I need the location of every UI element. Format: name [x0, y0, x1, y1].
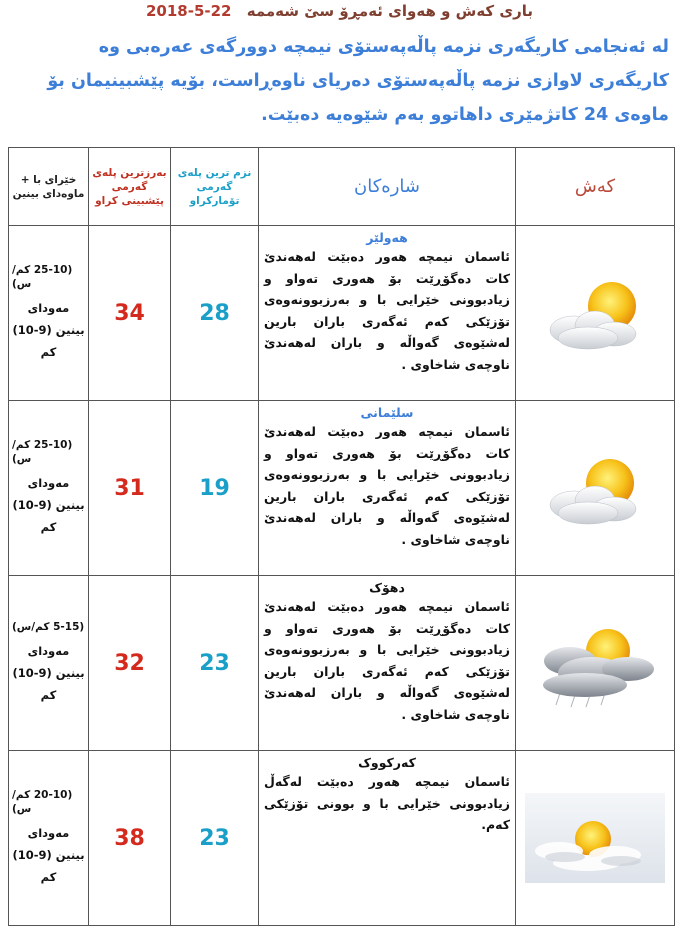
wind-speed: (5-15 کم/س)	[12, 621, 85, 633]
table-row	[9, 576, 675, 751]
wind-speed: (25-10 کم/س)	[12, 264, 73, 290]
sky-cell	[516, 401, 675, 576]
sky-cell	[516, 226, 675, 401]
min-temp: 19	[171, 401, 259, 576]
visibility: مەودای بینین (9-10) کم	[12, 301, 85, 359]
visibility: مەودای بینین (9-10) کم	[12, 476, 85, 534]
sun-behind-clouds-icon	[525, 793, 665, 883]
forecast-text: ئاسمان نیمچە هەور دەبێت لەهەندێ کات دەگۆڕێت بۆ هەوری تەواو و زیادبوونی خێرایی با و بەرزبوونەوەی تۆزێکی کەم ئەگەری باران بارین لەشێوەی گەواڵە و باران لەهەندێ ناوچەی شاخاوی .	[264, 249, 510, 372]
table-header-row	[9, 148, 675, 226]
col-header-sky: کەش	[516, 148, 675, 226]
intro-paragraph: لە ئەنجامی کاریگەری نزمە پاڵەپەستۆی نیمچە دوورگەی عەرەبی وە کاریگەری لاوازی نزمە پاڵەپەستۆی دەریای ناوەڕاست، بۆیە پێشبینیمان بۆ ماوەی 24 کاتژمێری داهاتوو بەم شێوەیە دەبێت.	[47, 37, 669, 125]
forecast-text: ئاسمان نیمچە هەور دەبێت لەهەندێ کات دەگۆڕێت بۆ هەوری تەواو و زیادبوونی خێرایی با و بەرزبوونەوەی تۆزێکی کەم ئەگەری باران بارین لەشێوەی گەواڵە و باران لەهەندێ ناوچەی شاخاوی .	[264, 424, 510, 547]
col-header-wind: خێرای با + ماوەدای بینین	[9, 148, 89, 226]
col-header-min-temp: نزم ترین پلەی گەرمی تۆمارکراو	[171, 148, 259, 226]
wind-cell	[9, 401, 89, 576]
wind-speed: (20-10 کم/س)	[12, 789, 73, 815]
min-temp: 28	[171, 226, 259, 401]
forecast-text: ئاسمان نیمچە هەور دەبێت لەهەندێ کات دەگۆڕێت بۆ هەوری تەواو و زیادبوونی خێرایی با و بەرزبوونەوەی تۆزێکی کەم ئەگەری باران بارین لەشێوەی گەواڵە و باران لەهەندێ ناوچەی شاخاوی .	[264, 599, 510, 722]
max-temp: 38	[89, 751, 171, 926]
wind-cell	[9, 226, 89, 401]
min-temp: 23	[171, 576, 259, 751]
city-name: سلێمانی	[360, 405, 414, 420]
title-date: 2018-5-22	[145, 2, 232, 20]
sky-cell	[516, 576, 675, 751]
max-temp: 32	[89, 576, 171, 751]
col-header-city: شارەکان	[259, 148, 516, 226]
city-cell	[259, 576, 516, 751]
title-text: باری کەش و هەوای ئەمڕۆ سێ شەممە	[246, 2, 534, 20]
table-row	[9, 226, 675, 401]
partly-cloudy-sun-icon	[540, 268, 650, 358]
visibility: مەودای بینین (9-10) کم	[12, 826, 85, 884]
forecast-table	[8, 147, 675, 926]
rain-cloud-sun-icon	[530, 613, 660, 713]
city-cell	[259, 401, 516, 576]
page-title	[0, 2, 679, 20]
table-row	[9, 401, 675, 576]
wind-cell	[9, 576, 89, 751]
city-name: هەولێر	[366, 230, 408, 245]
max-temp: 34	[89, 226, 171, 401]
max-temp: 31	[89, 401, 171, 576]
visibility: مەودای بینین (9-10) کم	[12, 644, 85, 702]
min-temp: 23	[171, 751, 259, 926]
city-name: کەرکووک	[358, 755, 416, 770]
table-row	[9, 751, 675, 926]
col-header-max-temp: بەرزترین پلەی گەرمی پێشبینی کراو	[89, 148, 171, 226]
city-cell	[259, 226, 516, 401]
forecast-text: ئاسمان نیمچە هەور دەبێت لەگەڵ زیادبوونی خێرایی با و بوونی تۆزێکی کەم.	[264, 774, 510, 832]
city-cell	[259, 751, 516, 926]
wind-cell	[9, 751, 89, 926]
city-name: دهۆک	[369, 580, 405, 595]
sky-cell	[516, 751, 675, 926]
wind-speed: (25-10 کم/س)	[12, 439, 73, 465]
partly-cloudy-sun-icon	[540, 443, 650, 533]
